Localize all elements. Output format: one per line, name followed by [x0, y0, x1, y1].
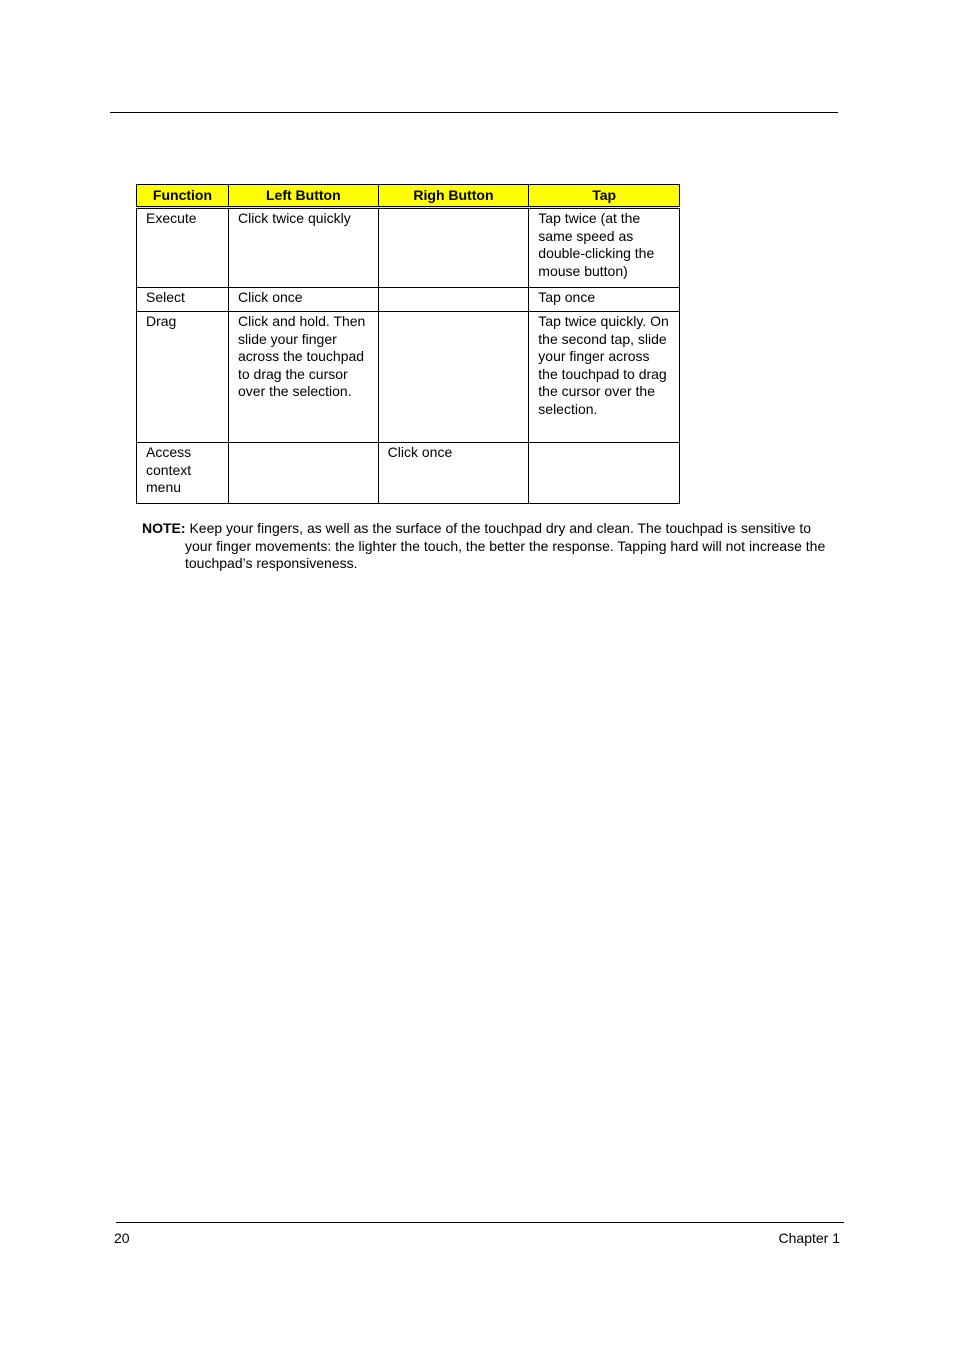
cell-tap: Tap once [529, 288, 680, 312]
column-header-tap: Tap [529, 185, 680, 208]
touchpad-function-table [136, 184, 680, 504]
cell-right-button [378, 312, 529, 443]
cell-function: Execute [137, 208, 229, 288]
table-row [137, 443, 680, 504]
table-row [137, 208, 680, 288]
table-row [137, 288, 680, 312]
column-header-right-button: Righ Button [378, 185, 529, 208]
cell-left-button: Click once [228, 288, 378, 312]
cell-tap: Tap twice (at the same speed as double-clicking the mouse button) [529, 208, 680, 288]
cell-function: Drag [137, 312, 229, 443]
column-header-function: Function [137, 185, 229, 208]
cell-left-button [228, 443, 378, 504]
page-number: 20 [114, 1230, 130, 1246]
cell-left-button: Click twice quickly [228, 208, 378, 288]
table-header-row [137, 185, 680, 208]
footer-rule [116, 1222, 844, 1223]
table-row [137, 312, 680, 443]
cell-tap [529, 443, 680, 504]
cell-right-button [378, 208, 529, 288]
chapter-label: Chapter 1 [778, 1230, 840, 1246]
note-label: NOTE: [142, 520, 186, 536]
cell-left-button: Click and hold. Then slide your finger across the touchpad to drag the cursor over the selection. [228, 312, 378, 443]
cell-right-button [378, 288, 529, 312]
header-rule [110, 112, 838, 113]
cell-tap: Tap twice quickly. On the second tap, slide your finger across the touchpad to drag the cursor over the selection. [529, 312, 680, 443]
note-paragraph [142, 520, 842, 573]
cell-function: Select [137, 288, 229, 312]
cell-function: Access context menu [137, 443, 229, 504]
column-header-left-button: Left Button [228, 185, 378, 208]
note-text: Keep your fingers, as well as the surface of the touchpad dry and clean. The touchpad is sensitive to your finger movements: the lighter the touch, the better the response. Tapping hard will not increase the touchpad’s responsiveness. [185, 520, 826, 572]
cell-right-button: Click once [378, 443, 529, 504]
